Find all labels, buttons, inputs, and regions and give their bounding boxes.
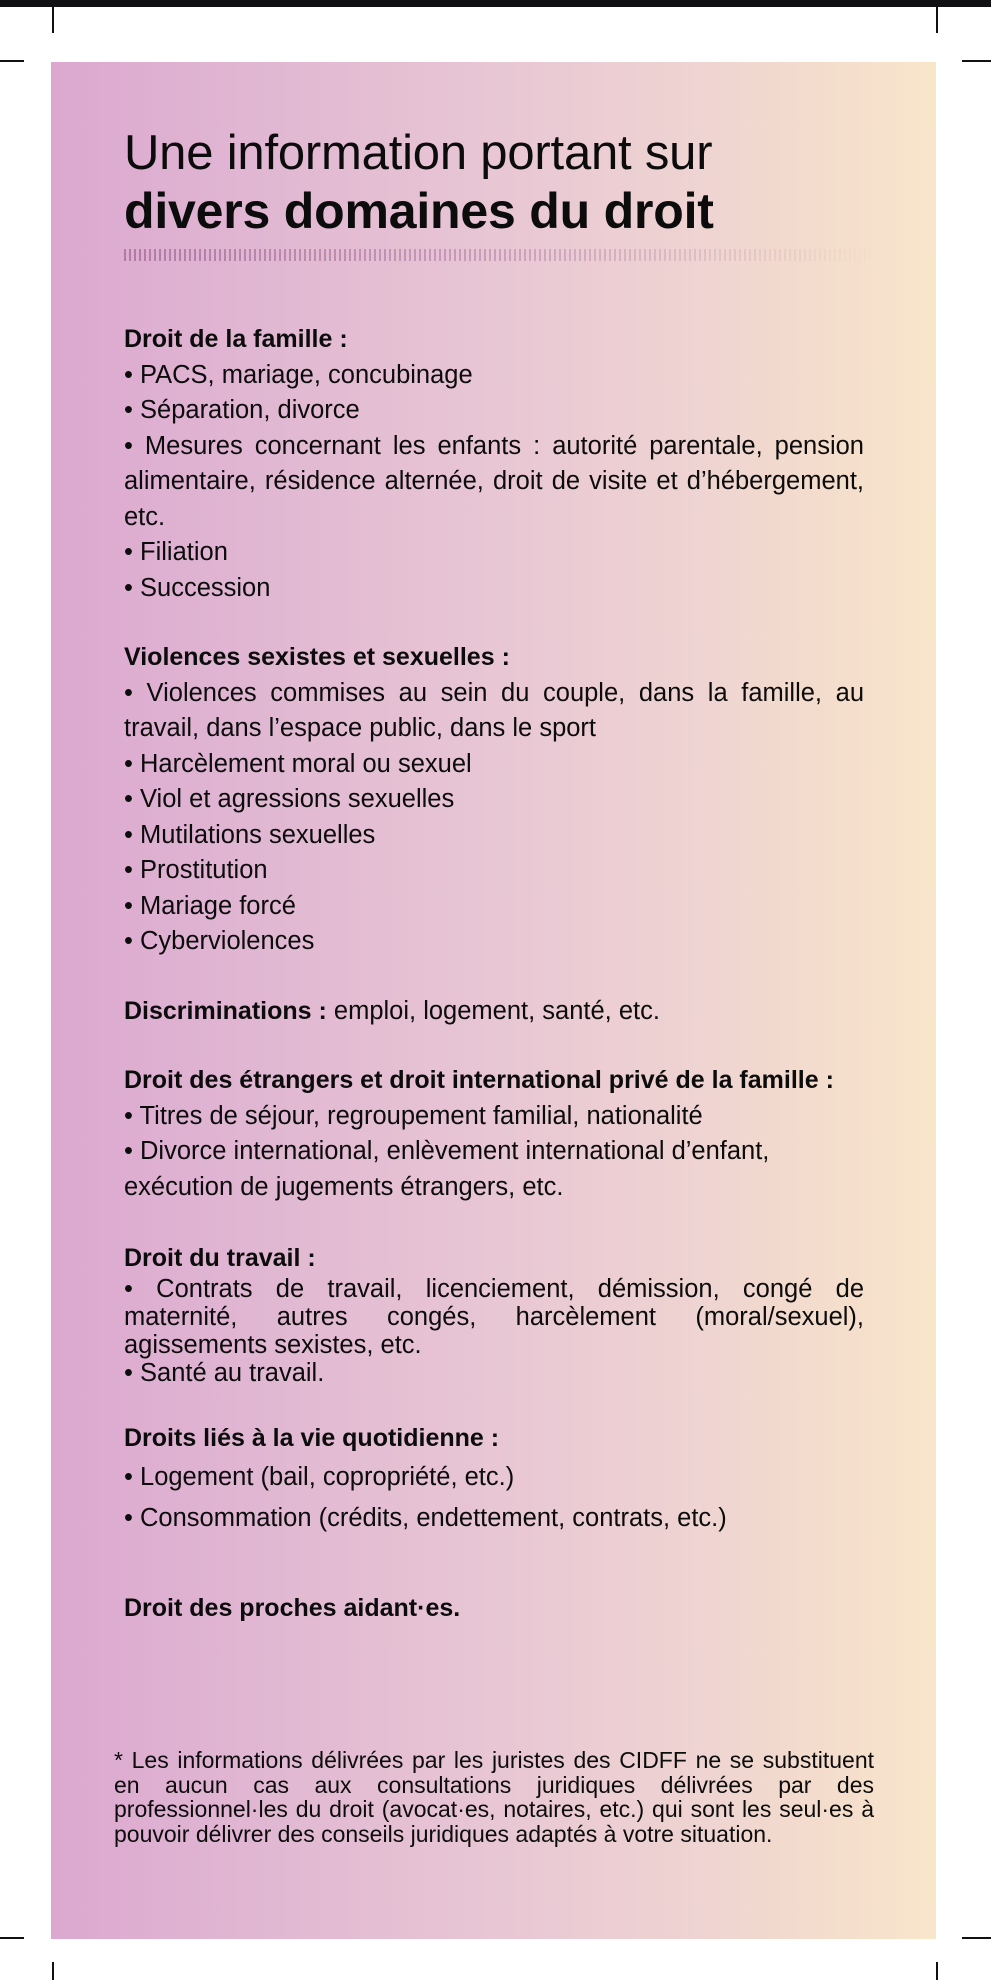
- top-border: [0, 0, 991, 7]
- title-line-2: divers domaines du droit: [124, 183, 714, 239]
- section-heading: Droit du travail :: [124, 1244, 316, 1272]
- section-heading: Droits liés à la vie quotidienne :: [124, 1424, 500, 1452]
- content-body: [124, 322, 864, 1626]
- crop-mark-bl-h: [0, 1937, 24, 1939]
- section-discriminations: [124, 994, 864, 1030]
- section-heading: Violences sexistes et sexuelles :: [124, 643, 510, 671]
- list-item: • Succession: [124, 573, 271, 602]
- list-item: • Titres de séjour, regroupement familial, nationalité: [124, 1101, 703, 1130]
- list-item: • Violences commises au sein du couple, dans la famille, au travail, dans l’espace public, dans le sport: [124, 678, 864, 742]
- decorative-stripe: [124, 249, 884, 261]
- crop-mark-br-h: [962, 1937, 991, 1939]
- section-text: emploi, logement, santé, etc.: [326, 996, 660, 1025]
- section-heading: Discriminations :: [124, 996, 327, 1025]
- section-travail: [124, 1241, 864, 1387]
- list-item: • Contrats de travail, licenciement, démission, congé de maternité, autres congés, harcèlement (moral/sexuel), agissements sexistes, etc.: [124, 1275, 864, 1359]
- list-item: • Cyberviolences: [124, 927, 315, 955]
- section-aidants: [124, 1591, 864, 1627]
- list-item: • Viol et agressions sexuelles: [124, 785, 455, 813]
- list-item: • Divorce international, enlèvement international d’enfant, exécution de jugements étrangers, etc.: [124, 1137, 770, 1201]
- title-line-1: Une information portant sur: [124, 126, 713, 180]
- section-violences: [124, 640, 864, 960]
- crop-mark-tl-h: [0, 60, 24, 62]
- crop-mark-bl-v: [52, 1962, 54, 1980]
- list-item: • Logement (bail, copropriété, etc.): [124, 1462, 515, 1491]
- list-item: • Consommation (crédits, endettement, contrats, etc.): [124, 1503, 727, 1532]
- crop-mark-br-v: [936, 1962, 938, 1980]
- section-quotidienne: [124, 1421, 864, 1539]
- list-item: • Prostitution: [124, 856, 268, 884]
- section-etrangers: [124, 1063, 864, 1205]
- footnote: * Les informations délivrées par les juristes des CIDFF ne se substituent en aucun cas aux consultations juridiques délivrées par des professionnel·les du droit (avocat·es, notaires, etc.) qui sont les seul·es à pouvoir délivrer des conseils juridiques adaptés à votre situation.: [114, 1747, 874, 1847]
- list-item: • Santé au travail.: [124, 1359, 325, 1387]
- list-item: • Mariage forcé: [124, 891, 296, 920]
- list-item: • Filiation: [124, 538, 228, 566]
- section-famille: [124, 322, 864, 606]
- section-heading: Droit des proches aidant·es.: [124, 1593, 461, 1622]
- list-item: • Séparation, divorce: [124, 396, 360, 424]
- list-item: • Harcèlement moral ou sexuel: [124, 749, 472, 778]
- crop-mark-tr-v: [936, 7, 938, 33]
- list-item: • Mesures concernant les enfants : autorité parentale, pension alimentaire, résidence alternée, droit de visite et d’hébergement, etc.: [124, 431, 864, 531]
- crop-mark-tl-v: [52, 7, 54, 33]
- section-heading: Droit des étrangers et droit international privé de la famille :: [124, 1066, 834, 1094]
- crop-mark-tr-h: [962, 60, 991, 62]
- page-title: [124, 124, 884, 240]
- section-heading: Droit de la famille :: [124, 325, 348, 353]
- list-item: • PACS, mariage, concubinage: [124, 360, 473, 389]
- list-item: • Mutilations sexuelles: [124, 820, 376, 849]
